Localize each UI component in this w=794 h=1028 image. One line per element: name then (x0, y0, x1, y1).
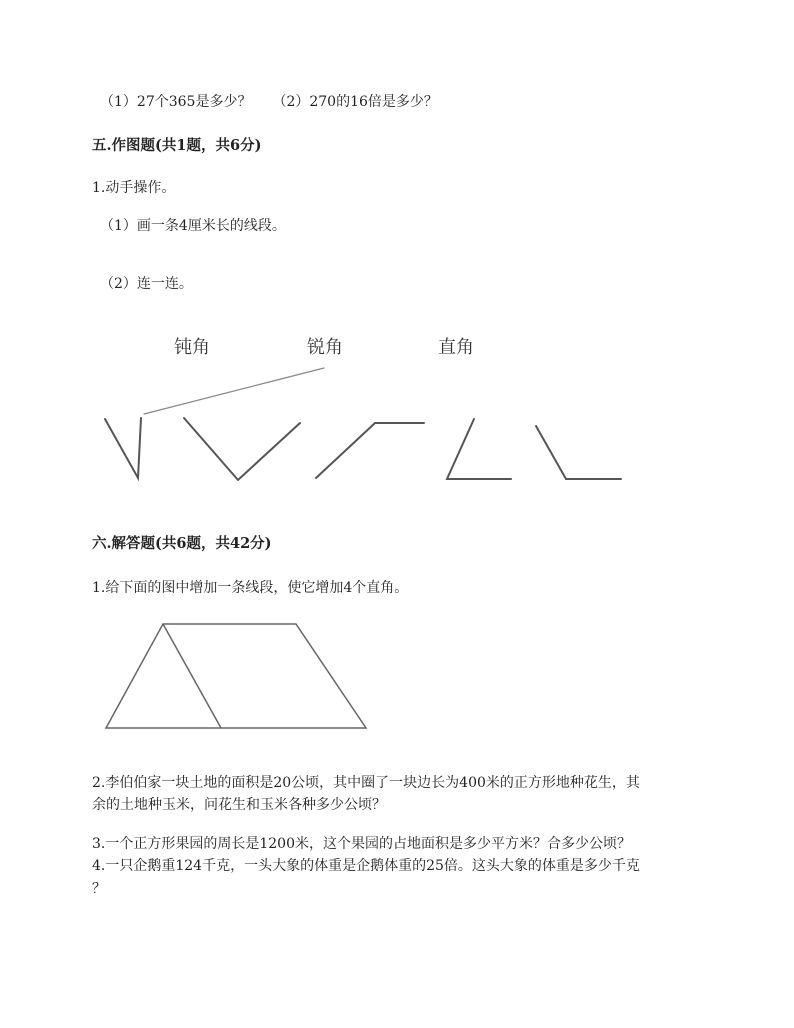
angle-shape-4 (447, 419, 511, 479)
question-line-top: （1）27个365是多少？ （2）270的16倍是多少？ (100, 94, 438, 110)
trapezoid-outline (106, 624, 366, 728)
section-6-question-2-line-1: 2.李伯伯家一块土地的面积是20公顷，其中圈了一块边长为400米的正方形地种花生，其 (92, 775, 640, 791)
section-6-question-2-line-2: 余的土地种玉米，问花生和玉米各种多少公顷？ (92, 797, 386, 813)
label-right-angle: 直角 (438, 337, 474, 358)
angle-matching-figure (105, 368, 621, 480)
section-6-question-1: 1.给下面的图中增加一条线段，使它增加4个直角。 (92, 580, 409, 596)
angle-shape-2 (184, 418, 300, 480)
angle-shape-3 (316, 423, 424, 478)
section-5-question-1: 1.动手操作。 (92, 180, 176, 196)
section-5-question-1-part-2: （2）连一连。 (100, 276, 193, 292)
section-5-heading: 五.作图题(共1题，共6分) (92, 137, 262, 154)
angle-shape-5 (536, 426, 621, 479)
section-6-question-3: 3.一个正方形果园的周长是1200米，这个果园的占地面积是多少平方米？合多少公顷？ (92, 836, 631, 852)
section-6-heading: 六.解答题(共6题，共42分) (92, 535, 272, 552)
connecting-line (144, 368, 324, 414)
section-5-question-1-part-1: （1）画一条4厘米长的线段。 (100, 218, 286, 234)
angle-shape-1 (105, 418, 141, 478)
label-obtuse-angle: 钝角 (174, 337, 210, 358)
section-6-question-4-line-2: ？ (92, 881, 106, 897)
trapezoid-diagonal (163, 624, 221, 728)
section-6-question-4-line-1: 4.一只企鹅重124千克，一头大象的体重是企鹅体重的25倍。这头大象的体重是多少千克 (92, 858, 640, 874)
trapezoid-figure (106, 624, 366, 728)
label-acute-angle: 锐角 (307, 337, 343, 358)
